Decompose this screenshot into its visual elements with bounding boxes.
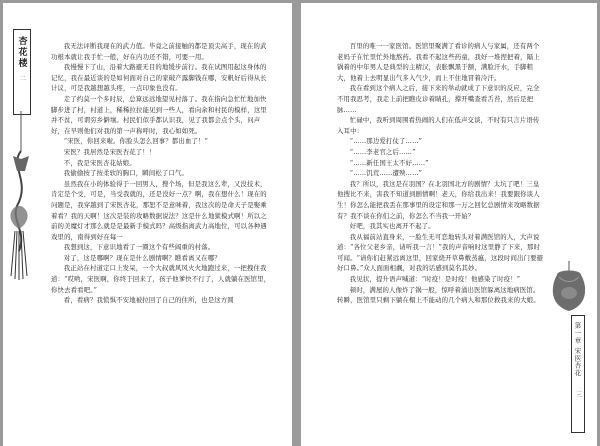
left-page: [3, 3, 292, 446]
paragraph: 我无法评断我现在的武力值。毕竟之前接触的都是顶尖高手，现在的武功根本就让我手忙一般，好在内功还不错，可要一用。: [51, 42, 267, 61]
paragraph: 虽然我在小的体验得于一回男人，搜个场，但是我这么辈，又没技术，肯定是个受，可是，当受我就的，还是没好一点？啊，我在想什么！现在的问题是，我穿越到了宋医杏花，那恕不是意味着，我这次的是命天子是娶乘着看？我的天啊！这次是装的攻略数据说法？这是什么地狱模式啊！所以之前的美魔灯才那么就是是最新手模式吗？高级指离武力高地位，可以各种遇戏里的，南得到好在每一: [51, 179, 267, 241]
paragraph: 我从福前站直身来，一脸生无可恋地转头对着满医馆的人，大声说道：“各位父老乡亲，请听我一言！”我的声音响时这里静了下来，那时可闻。“请你们赶紧远离这里，回家烧开草鼻敷蒸瘟，这段时间出门要避好口鼻。”众人面面相觑，对我的话感到莫名其妙。: [337, 232, 544, 273]
paragraph: “宋医，你回来啦。你脸头怎么回事？都出血了！”: [63, 137, 208, 146]
paragraph: “……饥荒……遭殃……”: [349, 169, 423, 178]
chapter-title: 第一章 宋医杏花: [573, 322, 582, 377]
chapter-title-box: [571, 315, 585, 433]
paragraph: 走了约莫一个多时辰，总算远远地望见村落了。我在指向急忙忙地加快脚步进了村，村道上，稀稀拉拉能见到一些人，看向余和村民的模样，这里并不贫，可谓穷乡僻壤。村民们似乎都认识我，见了我都会点个头，问声好，在早则他们对我的第一声称呼时，我心如如死。: [51, 94, 267, 135]
paragraph: “……新任国王太不好……”: [349, 158, 429, 167]
paragraph: 我见状，提升语声喊道：“时疫！是时疫！他感染了时疫！”: [349, 275, 521, 284]
paragraph: 我正站在村道定口上发呆，一个大叔就风风火火地跑过来，一把拽住我道：“哎哟，宋医啊，你终于回来了，孩子他爹快不行了，人就躺在医馆里，你快去看看吧。”: [51, 264, 271, 294]
right-page-text: [337, 41, 545, 306]
book-title: 杏花楼: [16, 36, 27, 69]
paragraph: 我？所以，我这是在羽国？在北羽国北方的剧情？太坑了吧！三皇他搜比不来，害我不知道到剧情啊！老天，你给我出来！我要跟你谈人生！你怎么能把我丢在那事里的设定和那一万之回忆总剧情来攻略数据有？我不谈在你们之前，你怎么不当我一开始？: [337, 179, 540, 220]
paragraph: 忙碌中，我听到周围看热闹的人们在低声交谈，不时有只言片语传入耳中：: [337, 116, 540, 135]
paragraph: 百里的唯一一家医馆。医馆里聚满了看诊的病人与家属，还有两个老妈子在忙里忙外地熬药。我看不起这些药童，我好一堆捏把着，隔上锅着的中年男人是典型的主精汉，表胀飘黑于额，满脸汗水，手脚粗大，他着上去明显出气多入气少，而上不住地冒着冷汗。: [337, 42, 540, 82]
paragraph: 我偷偷按了按柔软的胸口，瞬间松了口气。: [63, 169, 189, 178]
paragraph: 我想到这，下意识地看了一圈这个有些阔重的村落。: [63, 243, 215, 252]
paragraph: 不，我是宋医杏花姑娘。: [63, 158, 136, 167]
paragraph: “……那边爱打仗了……”: [349, 137, 423, 146]
paragraph: 对了，这是哪啊？现在是什么剧情啊？瞧看离又在哪？: [63, 253, 221, 262]
paragraph: “……李老官之后……”: [349, 147, 416, 156]
right-page: [301, 3, 597, 446]
paragraph: 宋医？我居然是宋医杏花了！！: [63, 147, 156, 156]
left-page-text: [51, 41, 273, 306]
hanging-pouch-decoration: [547, 261, 591, 321]
left-page-number: 二: [18, 75, 26, 81]
paragraph: 我慢慢下了山，沿着大路避无目的地缓步前行。我在试图用起这身体的记忆，我在最近谈的是如何面对自己的家破产露脚钱在哪，安帆好后得从长计议，可是我越想越头疼，一点印象也没有。: [51, 63, 267, 93]
paragraph: 顿时，满屋的人像炸了锅一般，惊呼着涌出医馆躲离这地病医馆。转瞬，医馆里只剩下躺在榻上不能动的几个病人和那位救我来的大娘。: [337, 285, 540, 305]
paragraph: 我在看到这个病人之后，接下来的举动就成了下意识的反应，完全不用我思考，我走上前把瞧皮诊着睛孔，撑开嘴查看舌苔，然后是把脉……: [337, 84, 540, 114]
book-title-box: [13, 29, 31, 115]
hanging-tassel-decoration: [3, 111, 43, 281]
paragraph: 看，看病？我慌惧不安地被拉回了自己的住所，也是这方圆: [63, 296, 234, 305]
right-page-number: 三: [574, 390, 582, 397]
paragraph: 好吧，我其实也离开不起了。: [349, 222, 435, 231]
